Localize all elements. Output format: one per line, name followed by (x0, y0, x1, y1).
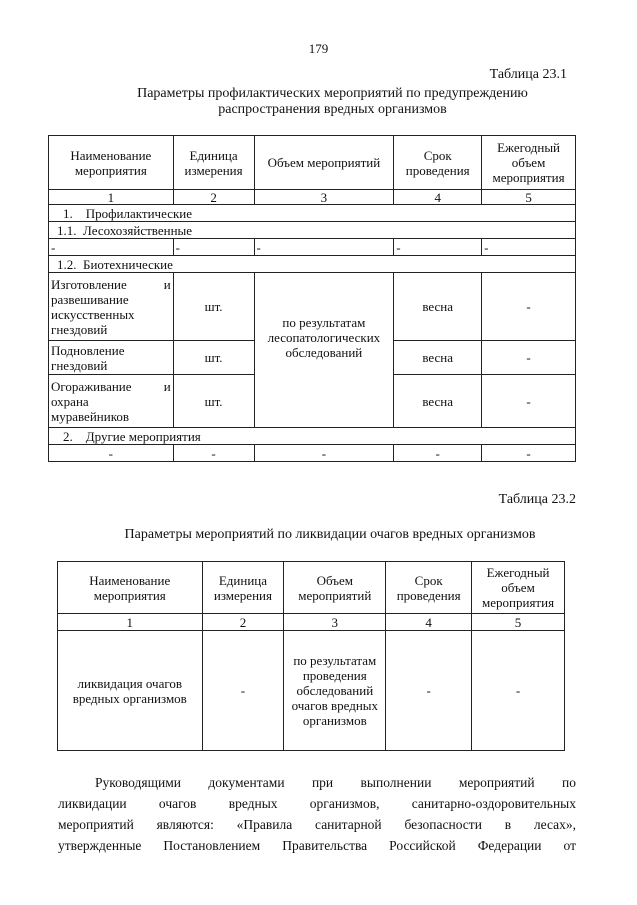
table2-row-unit: - (202, 631, 284, 751)
table1-row-period: весна (394, 375, 482, 428)
table2-header-cell: Единица измерения (202, 562, 284, 614)
table1-row-unit: шт. (173, 375, 254, 428)
paragraph-line: утвержденные Постановлением Правительства Российской Федерации от (58, 838, 576, 853)
name-line: Подновление (51, 342, 125, 358)
table2-row-volume: по результатам проведения обследований очагов вредных организмов (284, 631, 386, 751)
table1-row-name (49, 273, 174, 341)
table1 (48, 135, 576, 462)
table1-section-row (49, 222, 576, 239)
table1-row-name (49, 341, 174, 375)
table1-volume-merged: по результатам лесопатологических обследований (254, 273, 394, 428)
table2-title: Параметры мероприятий по ликвидации очагов вредных организмов (124, 527, 536, 542)
name-line: гнездовий (51, 321, 108, 337)
table2-caption: Таблица 23.2 (498, 492, 576, 507)
page-number: 179 (308, 41, 329, 56)
table2-col-number: 3 (284, 614, 386, 631)
table1-cell: - (394, 445, 482, 462)
table2-col-number: 1 (58, 614, 203, 631)
paragraph-line: ликвидации очагов вредных организмов, санитарно-оздоровительных (58, 796, 576, 811)
table1-section-1: 1. Профилактические (49, 205, 576, 222)
table2-row-annual: - (472, 631, 565, 751)
table1-section-2: 2. Другие мероприятия (49, 428, 576, 445)
table1-cell: - (254, 239, 394, 256)
table1-number-row (49, 190, 576, 205)
table2-header-cell: Наименование мероприятия (58, 562, 203, 614)
table1-row (49, 273, 576, 341)
table1-cell: - (173, 445, 254, 462)
table1-section-row (49, 428, 576, 445)
paragraph-line: Руководящими документами при выполнении мероприятий по (95, 775, 576, 790)
table2 (57, 561, 565, 751)
table1-row-annual: - (482, 273, 576, 341)
table1-col-number: 1 (49, 190, 174, 205)
table2-col-number: 5 (472, 614, 565, 631)
table2-row-name: ликвидация очагов вредных организмов (58, 631, 203, 751)
table2-row-period: - (386, 631, 472, 751)
table1-row-unit: шт. (173, 341, 254, 375)
table1-dash-row (49, 239, 576, 256)
table1-caption: Таблица 23.1 (489, 67, 567, 82)
table2-col-number: 2 (202, 614, 284, 631)
table2-row (58, 631, 565, 751)
table1-section-1-2: 1.2. Биотехнические (49, 256, 576, 273)
table1-col-number: 4 (394, 190, 482, 205)
name-line: муравейников (51, 408, 129, 424)
table1-header-row (49, 136, 576, 190)
name-line: искусственных (51, 306, 135, 322)
table1-col-number: 3 (254, 190, 394, 205)
table1-col-number: 5 (482, 190, 576, 205)
table1-cell: - (254, 445, 394, 462)
table1-row-annual: - (482, 375, 576, 428)
table2-header-cell: Срок проведения (386, 562, 472, 614)
table1-title-line1: Параметры профилактических мероприятий по предупреждению (137, 86, 528, 101)
table2-number-row (58, 614, 565, 631)
table1-last-row (49, 445, 576, 462)
table1-header-cell: Наименование мероприятия (49, 136, 174, 190)
table1-row-unit: шт. (173, 273, 254, 341)
table1-row-annual: - (482, 341, 576, 375)
table1-cell: - (173, 239, 254, 256)
table1-row-period: весна (394, 341, 482, 375)
table2-header-cell: Объем мероприятий (284, 562, 386, 614)
table1-row-name (49, 375, 174, 428)
table1-header-cell: Ежегодный объем мероприятия (482, 136, 576, 190)
name-line: охрана (51, 393, 89, 409)
table1-section-row (49, 205, 576, 222)
table2-header-cell: Ежегодный объем мероприятия (472, 562, 565, 614)
table1-cell: - (49, 239, 174, 256)
paragraph-line: мероприятий являются: «Правила санитарной безопасности в лесах», (58, 817, 576, 832)
table2-header-row (58, 562, 565, 614)
table1-col-number: 2 (173, 190, 254, 205)
table1-cell: - (482, 445, 576, 462)
body-paragraph (58, 772, 576, 856)
table1-cell: - (394, 239, 482, 256)
table1-section-1-1: 1.1. Лесохозяйственные (49, 222, 576, 239)
table2-col-number: 4 (386, 614, 472, 631)
table1-header-cell: Объем мероприятий (254, 136, 394, 190)
table1-header-cell: Срок проведения (394, 136, 482, 190)
table1-row-period: весна (394, 273, 482, 341)
name-line: Огораживание и (51, 378, 171, 394)
name-line: развешивание (51, 291, 129, 307)
table1-section-row (49, 256, 576, 273)
name-line: гнездовий (51, 357, 108, 373)
table1-cell: - (49, 445, 174, 462)
table1-cell: - (482, 239, 576, 256)
name-line: Изготовление и (51, 276, 171, 292)
table1-title-line2: распространения вредных организмов (218, 102, 447, 117)
table1-header-cell: Единица измерения (173, 136, 254, 190)
